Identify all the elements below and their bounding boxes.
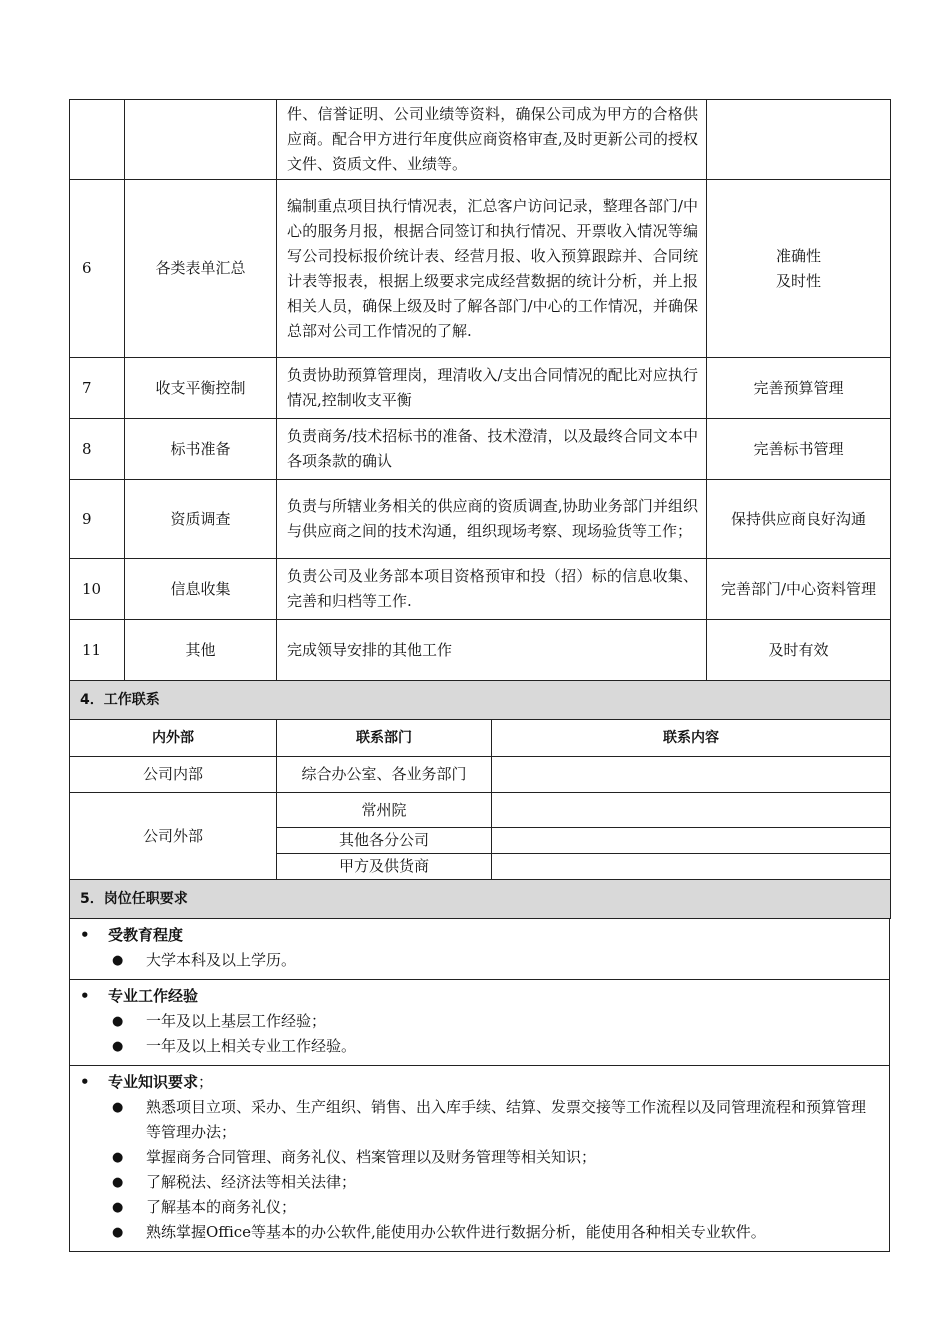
- bullet-icon: ●: [112, 1100, 124, 1115]
- requirement-row: [70, 919, 890, 980]
- external-department: 其他各分公司: [277, 828, 492, 854]
- duty-name: 信息收集: [125, 559, 277, 620]
- duty-description: 编制重点项目执行情况表，汇总客户访问记录，整理各部门/中心的服务月报，根据合同签订和执行情况、开票收入情况等编写公司投标报价统计表、经营月报、收入预算跟踪并、合同统计表等报表，根据上级要求完成经营数据的统计分析，并上报相关人员，确保上级及时了解各部门/中心的工作情况，并确保总部对公司工作情况的了解.: [277, 180, 707, 358]
- bullet-icon: ●: [112, 1014, 124, 1029]
- requirement-title-text: 专业知识要求: [108, 1073, 199, 1091]
- duty-row: [70, 620, 891, 681]
- requirement-title: [70, 923, 889, 948]
- duty-description: 件、信誉证明、公司业绩等资料，确保公司成为甲方的合格供应商。配合甲方进行年度供应商资格审查,及时更新公司的授权文件、资质文件、业绩等。: [277, 100, 707, 180]
- header-scope: 内外部: [70, 720, 277, 757]
- duty-name: 标书准备: [125, 419, 277, 480]
- requirement-item-text: 熟练掌握Office等基本的办公软件,能使用办公软件进行数据分析，能使用各种相关专业软件。: [146, 1223, 766, 1241]
- duty-number: [70, 100, 125, 180]
- duty-row: [70, 480, 891, 559]
- contact-table: [69, 680, 891, 919]
- requirement-title-text: 专业工作经验: [108, 987, 199, 1005]
- bullet-icon: •: [80, 1073, 90, 1091]
- duties-body: [70, 100, 891, 681]
- duty-name: 资质调查: [125, 480, 277, 559]
- duty-standard: 准确性 及时性: [707, 180, 891, 358]
- header-content: 联系内容: [492, 720, 891, 757]
- requirement-row: [70, 980, 890, 1066]
- internal-department: 综合办公室、各业务部门: [277, 757, 492, 793]
- requirements-body: [70, 919, 890, 1252]
- requirement-item: [70, 948, 889, 973]
- requirement-item: [70, 1009, 889, 1034]
- duty-standard: 及时有效: [707, 620, 891, 681]
- requirement-item-text: 了解税法、经济法等相关法律；: [146, 1173, 357, 1191]
- bullet-icon: ●: [112, 1225, 124, 1240]
- external-department: 甲方及供货商: [277, 854, 492, 880]
- external-department: 常州院: [277, 793, 492, 828]
- requirement-item: [70, 1195, 889, 1220]
- duty-number: 8: [70, 419, 125, 480]
- requirement-block: [70, 980, 890, 1066]
- duty-name: 其他: [125, 620, 277, 681]
- internal-content: [492, 757, 891, 793]
- duty-number: 6: [70, 180, 125, 358]
- duty-name: [125, 100, 277, 180]
- bullet-icon: •: [80, 926, 90, 944]
- duty-description: 负责商务/技术招标书的准备、技术澄清，以及最终合同文本中各项条款的确认: [277, 419, 707, 480]
- requirement-item-text: 一年及以上基层工作经验；: [146, 1012, 327, 1030]
- document-page: [69, 99, 890, 1252]
- requirement-item: [70, 1034, 889, 1059]
- duty-description: 负责公司及业务部本项目资格预审和投（招）标的信息收集、完善和归档等工作.: [277, 559, 707, 620]
- duty-row: [70, 559, 891, 620]
- duty-row: [70, 419, 891, 480]
- requirement-item: [70, 1220, 889, 1245]
- duty-standard: 完善预算管理: [707, 358, 891, 419]
- duty-standard: 保持供应商良好沟通: [707, 480, 891, 559]
- requirement-item: [70, 1170, 889, 1195]
- bullet-icon: ●: [112, 1039, 124, 1054]
- section-5-title: 5．岗位任职要求: [70, 880, 891, 919]
- requirement-item-text: 一年及以上相关专业工作经验。: [146, 1037, 357, 1055]
- external-content: [492, 854, 891, 880]
- requirement-block: [70, 919, 890, 980]
- header-department: 联系部门: [277, 720, 492, 757]
- duty-number: 11: [70, 620, 125, 681]
- internal-label: 公司内部: [70, 757, 277, 793]
- external-label: 公司外部: [70, 793, 277, 880]
- duties-table: [69, 99, 891, 681]
- duty-number: 7: [70, 358, 125, 419]
- duty-standard: 完善部门/中心资料管理: [707, 559, 891, 620]
- section-4-title: 4．工作联系: [70, 681, 891, 720]
- duty-description: 负责与所辖业务相关的供应商的资质调查,协助业务部门并组织与供应商之间的技术沟通，组织现场考察、现场验货等工作；: [277, 480, 707, 559]
- bullet-icon: ●: [112, 953, 124, 968]
- requirement-block: [70, 1066, 890, 1252]
- duty-standard: [707, 100, 891, 180]
- bullet-icon: •: [80, 987, 90, 1005]
- bullet-icon: ●: [112, 1175, 124, 1190]
- requirement-item-text: 大学本科及以上学历。: [146, 951, 297, 969]
- external-content: [492, 828, 891, 854]
- requirement-title-text: 受教育程度: [108, 926, 184, 944]
- duty-name: 各类表单汇总: [125, 180, 277, 358]
- requirement-item: [70, 1145, 889, 1170]
- bullet-icon: ●: [112, 1150, 124, 1165]
- duty-number: 10: [70, 559, 125, 620]
- duty-name: 收支平衡控制: [125, 358, 277, 419]
- requirement-item-text: 熟悉项目立项、采办、生产组织、销售、出入库手续、结算、发票交接等工作流程以及同管理流程和预算管理等管理办法；: [146, 1098, 867, 1141]
- requirement-title: [70, 984, 889, 1009]
- requirement-title-suffix: ；: [198, 1073, 214, 1091]
- duty-number: 9: [70, 480, 125, 559]
- duty-row: [70, 180, 891, 358]
- requirement-item-text: 了解基本的商务礼仪；: [146, 1198, 297, 1216]
- requirement-item: [70, 1095, 889, 1145]
- bullet-icon: ●: [112, 1200, 124, 1215]
- duty-row: [70, 100, 891, 180]
- requirement-row: [70, 1066, 890, 1252]
- requirement-item-text: 掌握商务合同管理、商务礼仪、档案管理以及财务管理等相关知识；: [146, 1148, 597, 1166]
- duty-row: [70, 358, 891, 419]
- requirement-title: [70, 1070, 889, 1095]
- requirements-table: [69, 918, 890, 1252]
- external-content: [492, 793, 891, 828]
- duty-standard: 完善标书管理: [707, 419, 891, 480]
- duty-description: 完成领导安排的其他工作: [277, 620, 707, 681]
- duty-description: 负责协助预算管理岗，理清收入/支出合同情况的配比对应执行情况,控制收支平衡: [277, 358, 707, 419]
